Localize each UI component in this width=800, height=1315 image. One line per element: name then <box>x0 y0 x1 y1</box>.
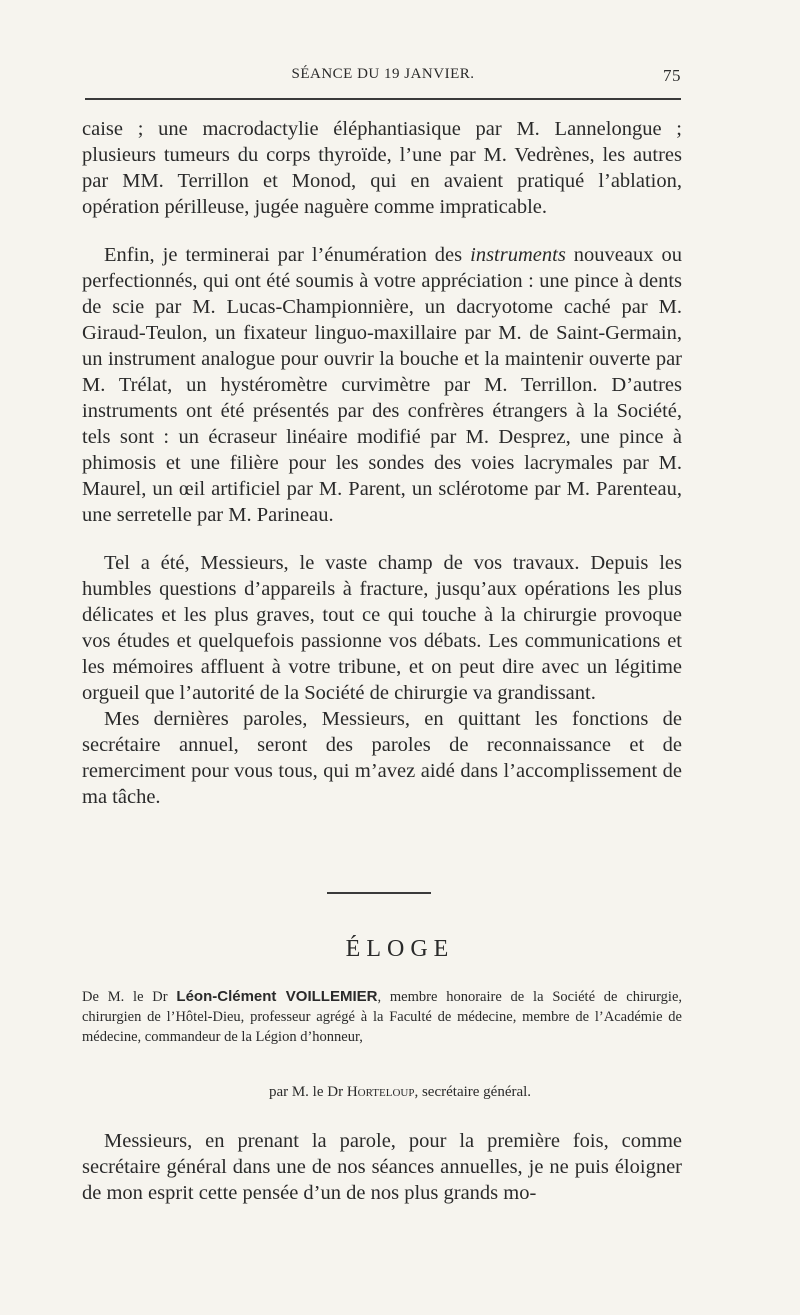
main-text <box>82 116 682 810</box>
eloge-subject-name: Léon-Clément VOILLEMIER <box>176 988 378 1005</box>
running-head-title: SÉANCE DU 19 JANVIER. <box>291 66 475 82</box>
page-number: 75 <box>663 66 681 85</box>
eloge-author <box>0 1084 800 1101</box>
author-suffix: , secrétaire général. <box>414 1084 532 1100</box>
eloge-title: ÉLOGE <box>345 936 455 962</box>
paragraph-2-end: nouveaux ou perfectionnés, qui ont été soumis à votre appréciation : une pince à dents de scie par M. Lucas-Championnière, un dacryotome caché par M. Giraud-Teulon, un fixateur linguo-maxillaire par M. de Saint-Germain, un instrument analogue pour ouvrir la bouche et la maintenir ouverte par M. Trélat, un hystéromètre curvimètre par M. Terrillon. D’autres instruments ont été présentés par des confrères étrangers à la Société, tels sont : un écraseur linéaire modifié par M. Desprez, une pince à phimosis et une filière pour les sondes des voies lacrymales par M. Maurel, un œil artificiel par M. Parent, un sclérotome par M. Parenteau, une serretelle par M. Parineau. <box>82 244 682 526</box>
eloge-subtitle <box>82 987 682 1047</box>
eloge-paragraph-1: Messieurs, en prenant la parole, pour la première fois, comme secrétaire général dans une de nos séances annuelles, je ne puis éloigner de mon esprit cette pensée d’un de nos plus grands mo- <box>82 1130 682 1204</box>
eloge-sub-details: , membre honoraire de la Société de chirurgie, chirurgien de l’Hôtel-Dieu, professeur agrégé à la Faculté de médecine, membre de l’Académie de médecine, commandeur de la Légion d’honneur, <box>82 989 682 1045</box>
header-rule <box>85 98 681 100</box>
section-separator <box>327 892 431 894</box>
eloge-sub-prefix: De M. le Dr <box>82 989 177 1005</box>
paragraph-3: Tel a été, Messieurs, le vaste champ de vos travaux. Depuis les humbles questions d’appareils à fracture, jusqu’aux opérations les plus délicates et les plus graves, tout ce qui touche à la chirurgie provoque vos études et quelquefois passionne vos débats. Les communications et les mémoires affluent à votre tribune, et on peut dire avec un légitime orgueil que l’autorité de la Société de chirurgie va grandissant. <box>82 552 682 704</box>
eloge-text <box>82 1128 682 1206</box>
paragraph-4: Mes dernières paroles, Messieurs, en quittant les fonctions de secrétaire annuel, seront des paroles de reconnaissance et de remerciment pour vous tous, qui m’avez aidé dans l’accomplissement de ma tâche. <box>82 708 682 808</box>
paragraph-2 <box>82 242 682 528</box>
paragraph-2-italic: instruments <box>470 244 566 266</box>
paragraph-2-start: Enfin, je terminerai par l’énumération des <box>104 244 471 266</box>
author-name: Horteloup <box>346 1084 415 1100</box>
paragraph-1: caise ; une macrodactylie éléphantiasique par M. Lannelongue ; plusieurs tumeurs du corps thyroïde, l’une par M. Vedrènes, les autres par MM. Terrillon et Monod, qui en avaient pratiqué l’ablation, opération périlleuse, jugée naguère comme impraticable. <box>82 118 682 218</box>
author-prefix: par M. le Dr <box>268 1084 347 1100</box>
